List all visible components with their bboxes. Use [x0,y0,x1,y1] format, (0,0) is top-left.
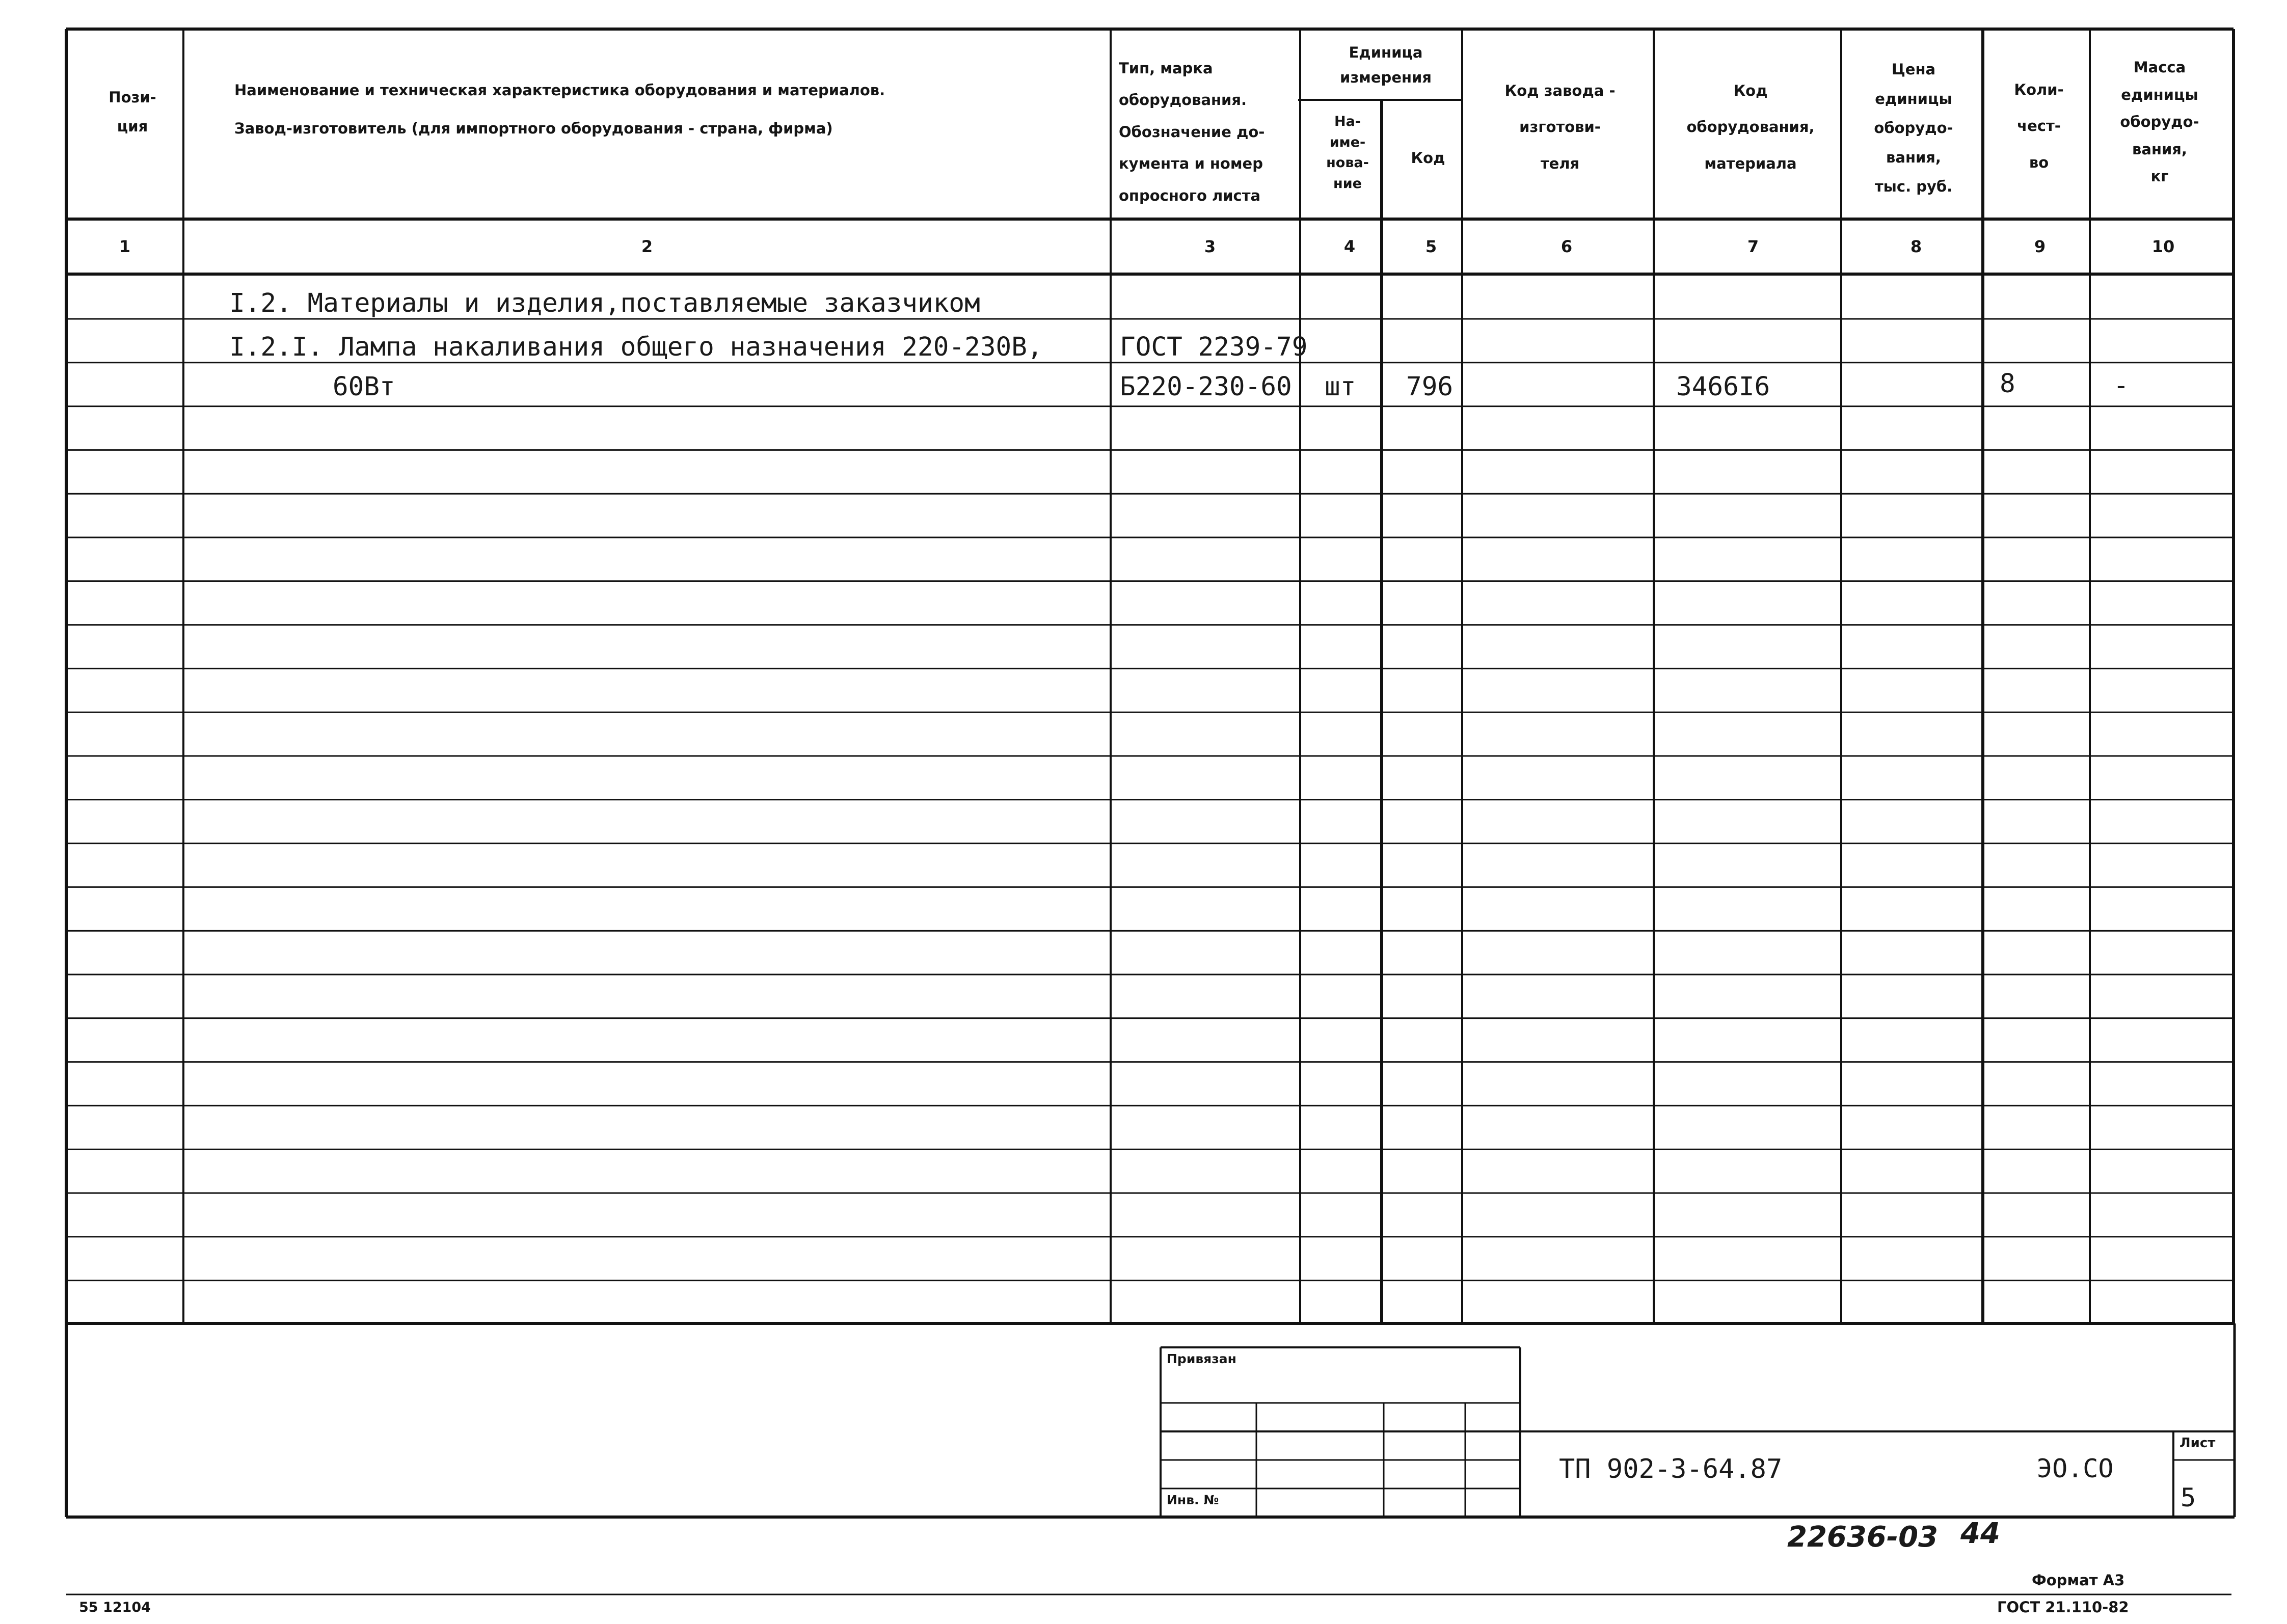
row-3-quantity: 8 [2000,369,2015,399]
column-number: 2 [641,237,653,256]
header-unit-code: Код [1411,149,1445,167]
column-number: 4 [1343,237,1356,256]
header-quantity: Коли- чест- во [2014,81,2064,171]
sheet-label: Лист [2180,1436,2216,1451]
header-unit-name: На- име- нова- ние [1326,114,1369,192]
header-price: Цена единицы оборудо- вания, тыс. руб. [1874,61,1953,196]
header-unit-group: Единица измерения [1340,43,1432,86]
column-number: 5 [1425,237,1437,256]
column-number: 8 [1910,237,1922,256]
row-1-name: I.2. Материалы и изделия,поставляемые заказчиком [229,288,980,318]
column-number: 3 [1204,237,1216,256]
row-3-unit: шт [1325,372,1356,402]
row-3-name: 60Вт [270,372,395,402]
row-3-unit-code: 796 [1406,372,1454,402]
column-number: 1 [119,237,131,256]
row-2-type: ГОСТ 2239-79 [1120,332,1308,362]
row-3-equipment-code: 3466I6 [1676,372,1770,402]
handwritten-page: 44 [1960,1517,2000,1550]
column-number: 7 [1747,237,1759,256]
document-code: ТП 902-3-64.87 [1559,1454,1783,1484]
column-number: 9 [2034,237,2046,256]
privyazan-label: Привязан [1167,1351,1236,1366]
section-code: ЭО.СО [2037,1454,2114,1483]
header-type: Тип, марка оборудования. Обозначение до- кумента и номер опросного листа [1119,60,1265,204]
row-3-type: Б220-230-60 [1120,372,1292,402]
header-equipment-code: Код оборудования, материала [1686,82,1815,172]
standard-label: ГОСТ 21.110-82 [1997,1599,2129,1616]
header-factory-code: Код завода - изготови- теля [1504,82,1616,172]
print-code: 55 12104 [79,1600,151,1615]
header-position: Пози- ция [109,89,156,135]
header-mass: Масса единицы оборудо- вания, кг [2120,58,2199,185]
column-number: 6 [1560,237,1573,256]
handwritten-number: 22636-03 [1787,1521,1938,1554]
header-name: Наименование и техническая характеристика оборудования и материалов. Завод-изготовитель (для импортного оборудования - страна, фирма) [234,81,885,137]
format-label: Формат А3 [2032,1572,2125,1589]
sheet-number: 5 [2181,1483,2196,1512]
column-number: 10 [2151,237,2175,256]
row-3-mass: - [2113,371,2129,401]
inventory-number-label: Инв. № [1167,1493,1219,1507]
row-2-name: I.2.I. Лампа накаливания общего назначения 220-230В, [229,332,1043,362]
